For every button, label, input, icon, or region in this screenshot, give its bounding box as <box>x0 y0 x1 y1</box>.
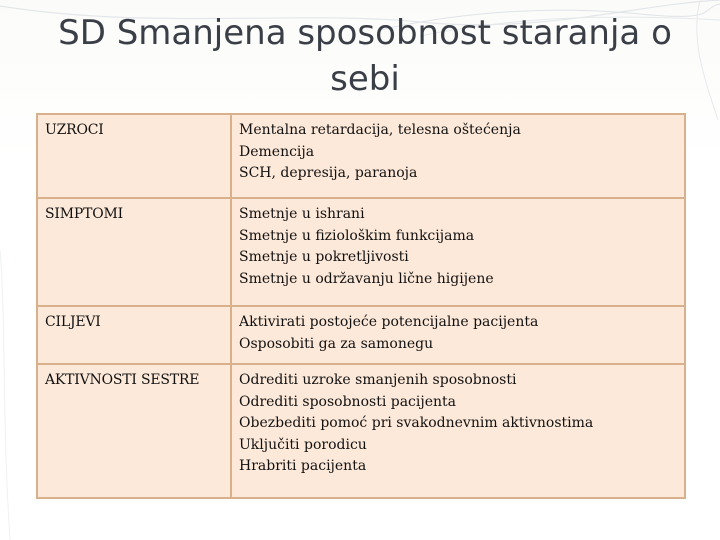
list-item: Smetnje u ishrani <box>239 206 365 222</box>
row-label-uzroci: UZROCI <box>37 114 231 198</box>
row-label-simptomi: SIMPTOMI <box>37 198 231 306</box>
list-item: Smetnje u pokretljivosti <box>239 249 409 265</box>
list-item: Uključiti porodicu <box>239 436 367 453</box>
list-item: Odrediti sposobnosti pacijenta <box>239 393 456 410</box>
list-item: SCH, depresija, paranoja <box>239 165 418 181</box>
list-item: Smetnje u održavanju lične higijene <box>239 270 494 287</box>
list-item: Osposobiti ga za samonegu <box>239 335 434 352</box>
list-item: Obezbediti pomoć pri svakodnevnim aktivnostima <box>239 415 594 431</box>
table-row <box>37 198 685 306</box>
list-item: Hrabriti pacijenta <box>239 458 367 474</box>
table-row <box>37 306 685 364</box>
table-row <box>37 364 685 498</box>
row-content-ciljevi <box>231 306 685 364</box>
row-label-ciljevi: CILJEVI <box>37 306 231 364</box>
table-row <box>37 114 685 198</box>
care-plan-table <box>36 113 686 499</box>
list-item: Odrediti uzroke smanjenih sposobnosti <box>239 372 517 388</box>
list-item: Mentalna retardacija, telesna oštećenja <box>239 122 521 138</box>
list-item: Demencija <box>239 143 315 160</box>
row-content-simptomi <box>231 198 685 306</box>
row-label-aktivnosti-sestre: AKTIVNOSTI SESTRE <box>37 364 231 498</box>
list-item: Smetnje u fiziološkim funkcijama <box>239 227 475 244</box>
list-item: Aktivirati postojeće potencijalne pacijenta <box>239 314 539 330</box>
row-content-aktivnosti-sestre <box>231 364 685 498</box>
row-content-uzroci <box>231 114 685 198</box>
page-title: SD Smanjena sposobnost staranja o sebi <box>58 13 672 99</box>
